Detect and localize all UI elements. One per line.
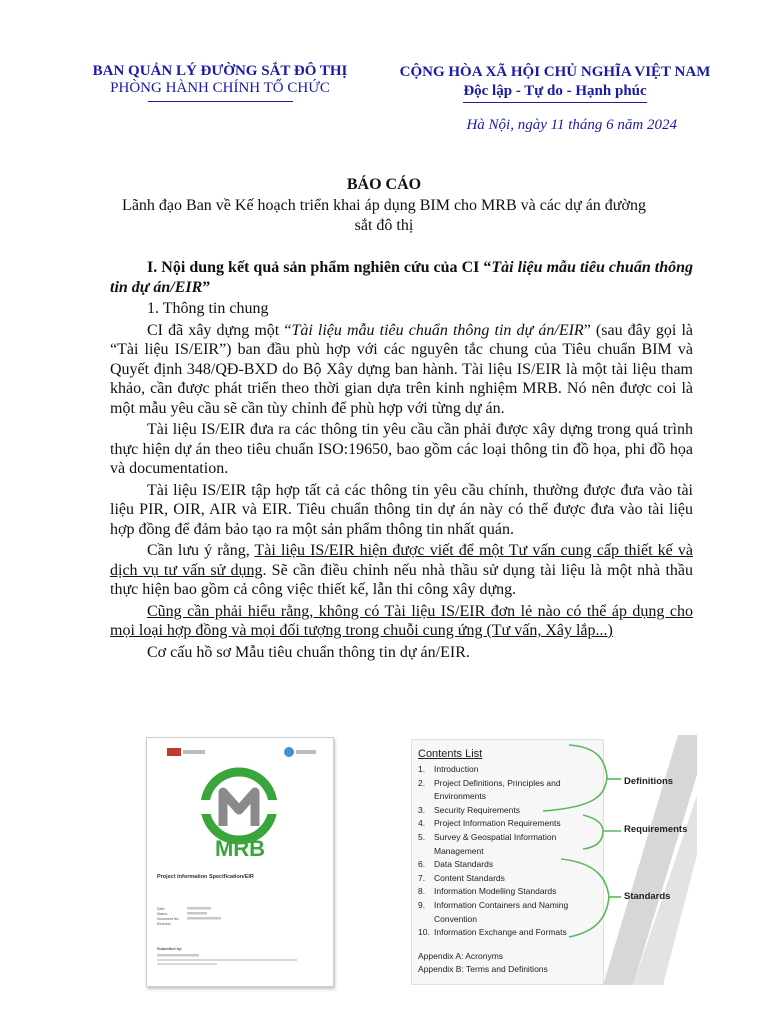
paragraph-4-rest: . Sẽ cần điều chỉnh nếu nhà thầu sử dụng tài liệu là một nhà thầu thực hiện bao gồm cả công việc thiết kế, lẫn thi công xây dựng. xyxy=(110,561,694,598)
date-line: Hà Nội, ngày 11 tháng 6 năm 2024 xyxy=(466,117,677,133)
cover-doc-title: Project Information Specification/EIR xyxy=(157,874,254,880)
paragraph-4-start: Cần lưu ý rằng, xyxy=(147,542,255,559)
cover-submitted-by: Submitted by: xyxy=(157,947,183,951)
item-number: 6. xyxy=(418,859,426,870)
address-bar xyxy=(157,963,217,965)
item-label: Data Standards xyxy=(434,859,494,870)
document-cover-image xyxy=(146,737,334,987)
org-header xyxy=(80,63,360,97)
partner-globe-icon xyxy=(284,747,294,757)
label-definitions: Definitions xyxy=(624,776,674,787)
section-heading xyxy=(110,258,693,297)
uk-flag-icon xyxy=(167,748,181,756)
grouping-brackets xyxy=(393,735,697,985)
appendix-b: Appendix B: Terms and Definitions xyxy=(418,964,548,975)
paragraph-3: Tài liệu IS/EIR tập hợp tất cả các thông tin yêu cầu chính, thường được đưa vào tài liệu PIR, OIR, AIR và EIR. Tiêu chuẩn thông tin dự án này có thể được đưa vào tài liệu hợp đồng để đảm bảo tạo ra một sản phẩm thông tin nhất quán. xyxy=(110,481,693,538)
section-heading-suffix: ” xyxy=(202,278,211,296)
section-heading-italic: Tài liệu mẫu tiêu chuẩn thông tin dự án/EIR xyxy=(110,259,694,296)
label-standards: Standards xyxy=(624,891,671,902)
item-number: 4. xyxy=(418,818,426,829)
contents-item-continued: Environments xyxy=(434,791,486,802)
paragraph-1-italic: Tài liệu mẫu tiêu chuẩn thông tin dự án/EIR xyxy=(291,321,584,339)
item-number: 7. xyxy=(418,872,426,883)
definitions-bracket xyxy=(543,745,607,811)
department-name: PHÒNG HÀNH CHÍNH TỔ CHỨC xyxy=(110,80,330,96)
report-subtitle: Lãnh đạo Ban về Kế hoạch triển khai áp dụng BIM cho MRB và các dự án đường sắt đô thị xyxy=(122,197,646,234)
cover-graphic xyxy=(147,738,333,986)
meta-value-bar xyxy=(187,912,207,915)
paragraph-1 xyxy=(110,321,693,419)
report-title: BÁO CÁO xyxy=(346,176,422,193)
cover-meta-status: Status: xyxy=(157,912,168,916)
requirements-bracket xyxy=(583,815,603,849)
contents-list-image xyxy=(393,735,697,985)
paragraph-1-rest: ” (sau đây gọi là “Tài liệu IS/EIR”) ban đầu phù hợp với các nguyên tắc chung của Tiêu chuẩn BIM và Quyết định 348/QĐ-BXD do Bộ Xây dựng ban hành. Tài liệu IS/EIR là một tài liệu tham khảo, cần được phát triển theo thời gian dựa trên kinh nghiệm MRB. Nó nên được coi là một mẫu yêu cầu sẽ cần tùy chỉnh để phù hợp với từng dự án. xyxy=(110,321,693,417)
org-name: BAN QUẢN LÝ ĐƯỜNG SẮT ĐÔ THỊ xyxy=(92,63,348,79)
item-label: Information Modelling Standards xyxy=(434,886,557,897)
national-header xyxy=(380,63,730,103)
partner-logo-icon xyxy=(183,750,205,754)
country-name: CỘNG HÒA XÃ HỘI CHỦ NGHĨA VIỆT NAM xyxy=(399,64,711,80)
paragraph-5 xyxy=(110,602,693,641)
item-number: 1. xyxy=(418,764,426,774)
paragraph-2: Tài liệu IS/EIR đưa ra các thông tin yêu cầu cần phải được xây dựng trong quá trình thực hiện dự án theo tiêu chuẩn ISO:19650, bao gồm các loại thông tin đồ họa, phi đồ họa và documentation. xyxy=(110,421,693,477)
contents-list-title: Contents List xyxy=(418,748,483,760)
section-heading-prefix: I. Nội dung kết quả sản phẩm nghiên cứu của CI “ xyxy=(147,259,492,276)
item-label: Security Requirements xyxy=(434,804,520,815)
meta-value-bar xyxy=(187,907,211,910)
department-underline xyxy=(148,101,293,102)
paragraph-4 xyxy=(110,541,693,600)
standards-bracket xyxy=(561,859,609,937)
mrb-logo-text: MRB xyxy=(214,836,266,861)
cover-meta-date: Date: xyxy=(157,907,166,911)
cover-meta-docno: Document No: xyxy=(157,917,180,921)
item-number: 3. xyxy=(418,804,426,815)
item-number: 10. xyxy=(418,927,430,938)
label-requirements: Requirements xyxy=(624,824,688,835)
contents-item-continued: Management xyxy=(434,845,484,856)
paragraph-6: Cơ cấu hồ sơ Mẫu tiêu chuẩn thông tin dự án/EIR. xyxy=(147,643,470,661)
item-label: Survey & Geospatial Information xyxy=(434,831,557,842)
item-number: 8. xyxy=(418,886,426,897)
item-label: Project Information Requirements xyxy=(434,818,561,829)
paragraph-5-underlined: Cũng cần phải hiểu rằng, không có Tài liệu IS/EIR đơn lẻ nào có thể áp dụng cho mọi loại hợp đồng và mọi đối tượng trong chuỗi cung ứng (Tư vấn, Xây lắp...) xyxy=(110,602,693,639)
submitter-bar xyxy=(157,954,199,957)
item-label: Introduction xyxy=(434,764,479,774)
paragraph-4-underlined: Tài liệu IS/EIR hiện được viết để một Tư vấn cung cấp thiết kế và dịch vụ tư vấn sử dụng xyxy=(110,542,693,579)
item-label: Information Exchange and Formats xyxy=(434,927,567,938)
meta-value-bar xyxy=(187,917,221,920)
paragraph-1-start: CI đã xây dựng một “ xyxy=(147,321,292,339)
national-motto: Độc lập - Tự do - Hạnh phúc xyxy=(463,82,646,103)
cover-meta-revision: Revision: xyxy=(157,922,172,926)
item-label: Project Definitions, Principles and xyxy=(434,777,561,788)
item-number: 2. xyxy=(418,777,426,788)
address-bar xyxy=(157,959,297,961)
partner-name-bar xyxy=(296,750,316,754)
item-number: 5. xyxy=(418,831,426,842)
appendix-a: Appendix A: Acronyms xyxy=(418,950,504,961)
contents-item-continued: Convention xyxy=(434,913,478,924)
report-body xyxy=(110,258,693,664)
item-number: 9. xyxy=(418,899,426,910)
item-label: Content Standards xyxy=(434,872,505,883)
subsection-heading: 1. Thông tin chung xyxy=(147,300,269,317)
item-label: Information Containers and Naming xyxy=(434,899,569,910)
